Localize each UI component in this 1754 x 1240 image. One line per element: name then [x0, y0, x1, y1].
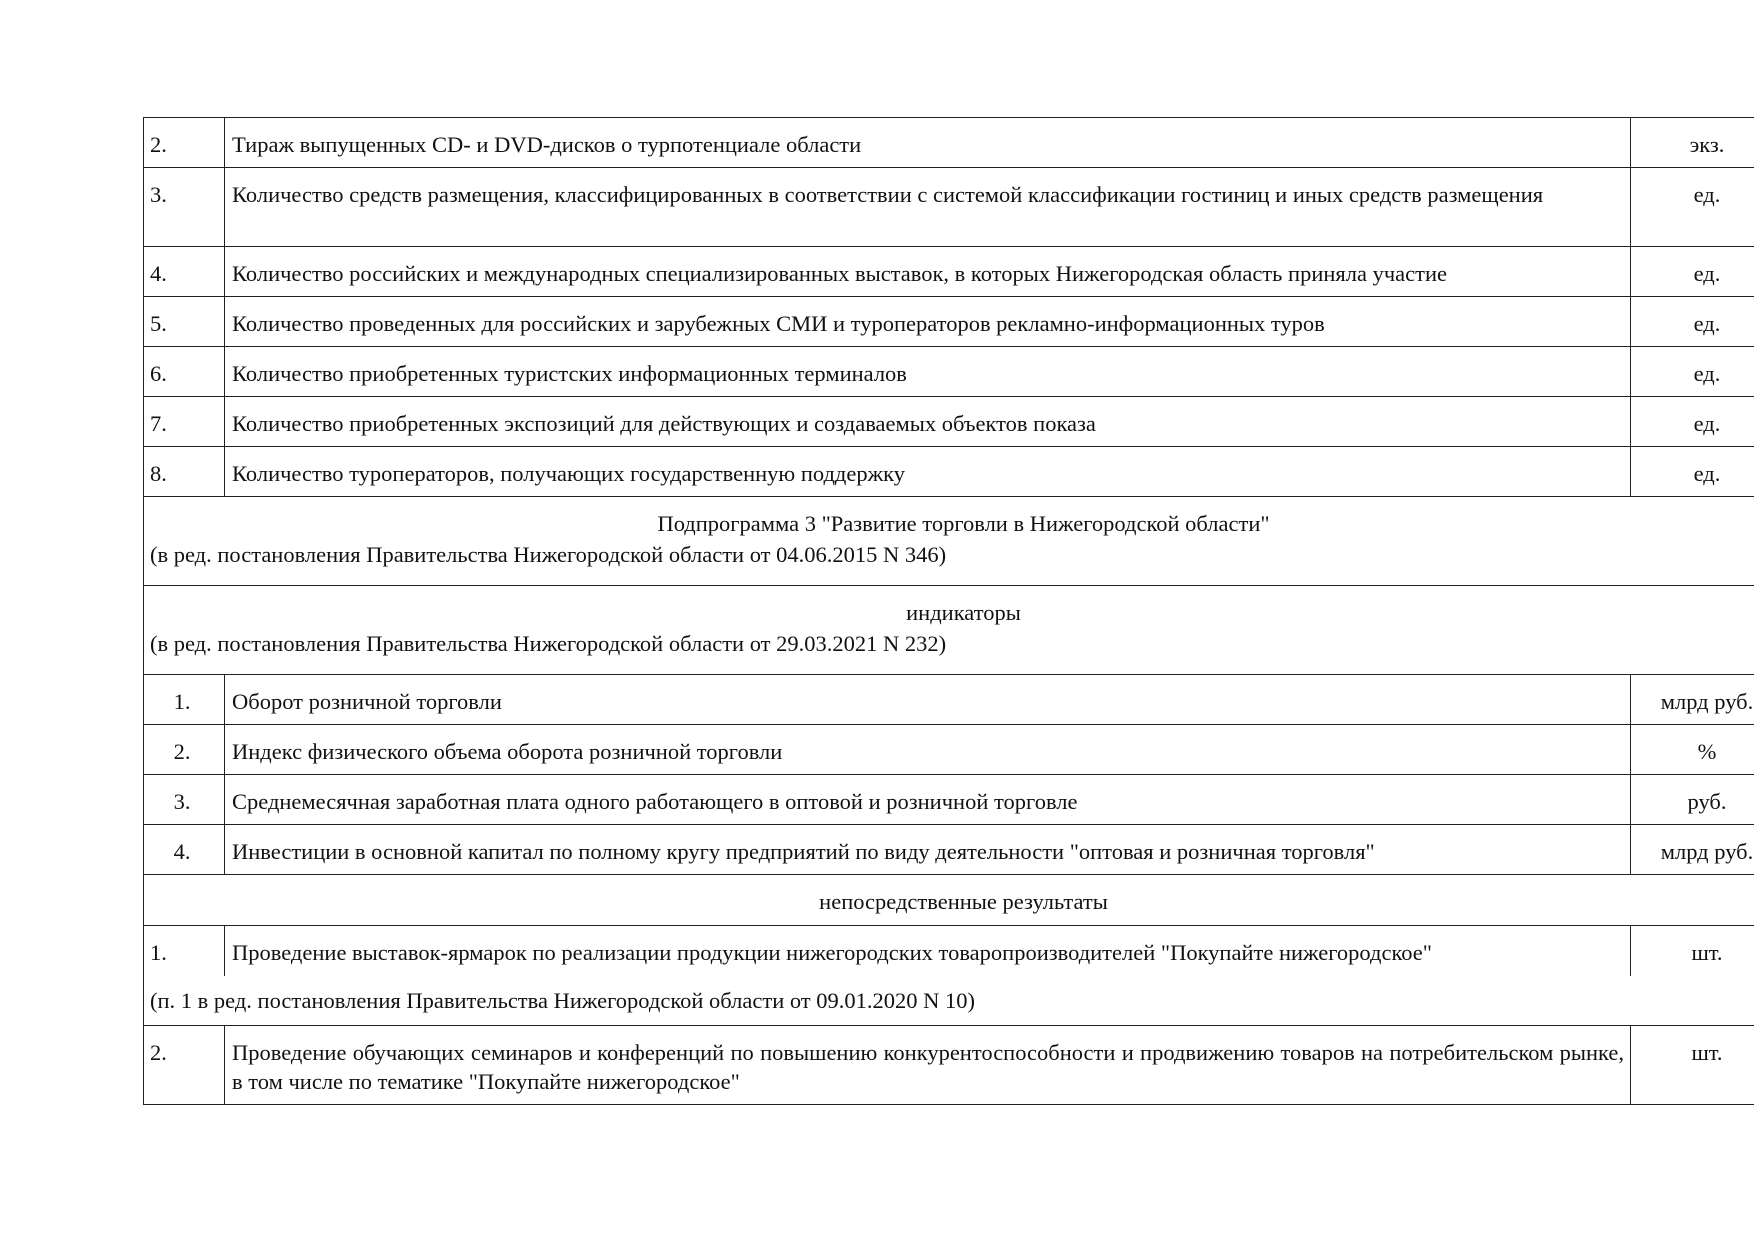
row-number: 2.	[144, 1026, 225, 1105]
row-unit: млрд руб.	[1631, 675, 1754, 725]
row-unit: %	[1631, 725, 1754, 775]
row-unit: шт.	[1631, 1026, 1754, 1105]
row-text: Среднемесячная заработная плата одного работающего в оптовой и розничной торговле	[225, 775, 1631, 825]
row-text: Количество российских и международных специализированных выставок, в которых Нижегородская область приняла участие	[225, 247, 1631, 297]
table-row	[144, 825, 1754, 875]
row-text: Проведение обучающих семинаров и конференций по повышению конкурентоспособности и продвижению товаров на потребительском рынке, в том числе по тематике "Покупайте нижегородское"	[225, 1026, 1631, 1105]
row-unit: ед.	[1631, 168, 1754, 247]
row-text: Проведение выставок-ярмарок по реализации продукции нижегородских товаропроизводителей "Покупайте нижегородское"	[225, 926, 1631, 976]
row-unit: ед.	[1631, 347, 1754, 397]
table-row	[144, 347, 1754, 397]
row-unit: млрд руб.	[1631, 825, 1754, 875]
subprogram-section	[144, 497, 1754, 586]
row-note	[144, 976, 1754, 1026]
row-number: 2.	[144, 118, 225, 168]
indicators-title: индикаторы	[906, 600, 1021, 625]
row-number: 7.	[144, 397, 225, 447]
table-row	[144, 168, 1754, 247]
table-row	[144, 926, 1754, 976]
table-row	[144, 247, 1754, 297]
row-text: Тираж выпущенных CD- и DVD-дисков о турпотенциале области	[225, 118, 1631, 168]
table-row	[144, 675, 1754, 725]
table-row	[144, 297, 1754, 347]
table-row	[144, 775, 1754, 825]
row-number: 6.	[144, 347, 225, 397]
results-title: непосредственные результаты	[819, 889, 1108, 914]
table-row	[144, 447, 1754, 497]
row-number: 1.	[144, 675, 225, 725]
row-number: 3.	[144, 775, 225, 825]
row-number: 8.	[144, 447, 225, 497]
row-text: Количество проведенных для российских и зарубежных СМИ и туроператоров рекламно-информационных туров	[225, 297, 1631, 347]
row-unit: ед.	[1631, 397, 1754, 447]
row-number: 4.	[144, 247, 225, 297]
indicators-note: (в ред. постановления Правительства Нижегородской области от 29.03.2021 N 232)	[150, 631, 947, 656]
table-row	[144, 725, 1754, 775]
results-row1-note: (п. 1 в ред. постановления Правительства Нижегородской области от 09.01.2020 N 10)	[144, 976, 1754, 1026]
row-number: 1.	[144, 926, 225, 976]
row-text: Оборот розничной торговли	[225, 675, 1631, 725]
row-text: Количество приобретенных экспозиций для действующих и создаваемых объектов показа	[225, 397, 1631, 447]
row-text: Инвестиции в основной капитал по полному кругу предприятий по виду деятельности "оптовая и розничная торговля"	[225, 825, 1631, 875]
indicators-table	[143, 117, 1754, 1105]
row-unit: шт.	[1631, 926, 1754, 976]
table-row	[144, 397, 1754, 447]
subprogram-note: (в ред. постановления Правительства Нижегородской области от 04.06.2015 N 346)	[150, 542, 947, 567]
row-text: Количество средств размещения, классифицированных в соответствии с системой классификации гостиниц и иных средств размещения	[225, 168, 1631, 247]
row-unit: ед.	[1631, 297, 1754, 347]
row-unit: ед.	[1631, 447, 1754, 497]
row-unit: ед.	[1631, 247, 1754, 297]
row-number: 5.	[144, 297, 225, 347]
subprogram-title: Подпрограмма 3 "Развитие торговли в Нижегородской области"	[657, 511, 1270, 536]
results-section	[144, 875, 1754, 926]
table-row	[144, 118, 1754, 168]
row-text: Количество туроператоров, получающих государственную поддержку	[225, 447, 1631, 497]
row-unit: руб.	[1631, 775, 1754, 825]
row-text: Количество приобретенных туристских информационных терминалов	[225, 347, 1631, 397]
row-number: 2.	[144, 725, 225, 775]
row-text: Индекс физического объема оборота розничной торговли	[225, 725, 1631, 775]
row-number: 4.	[144, 825, 225, 875]
row-number: 3.	[144, 168, 225, 247]
table-row	[144, 1026, 1754, 1105]
indicators-section	[144, 586, 1754, 675]
row-unit: экз.	[1631, 118, 1754, 168]
